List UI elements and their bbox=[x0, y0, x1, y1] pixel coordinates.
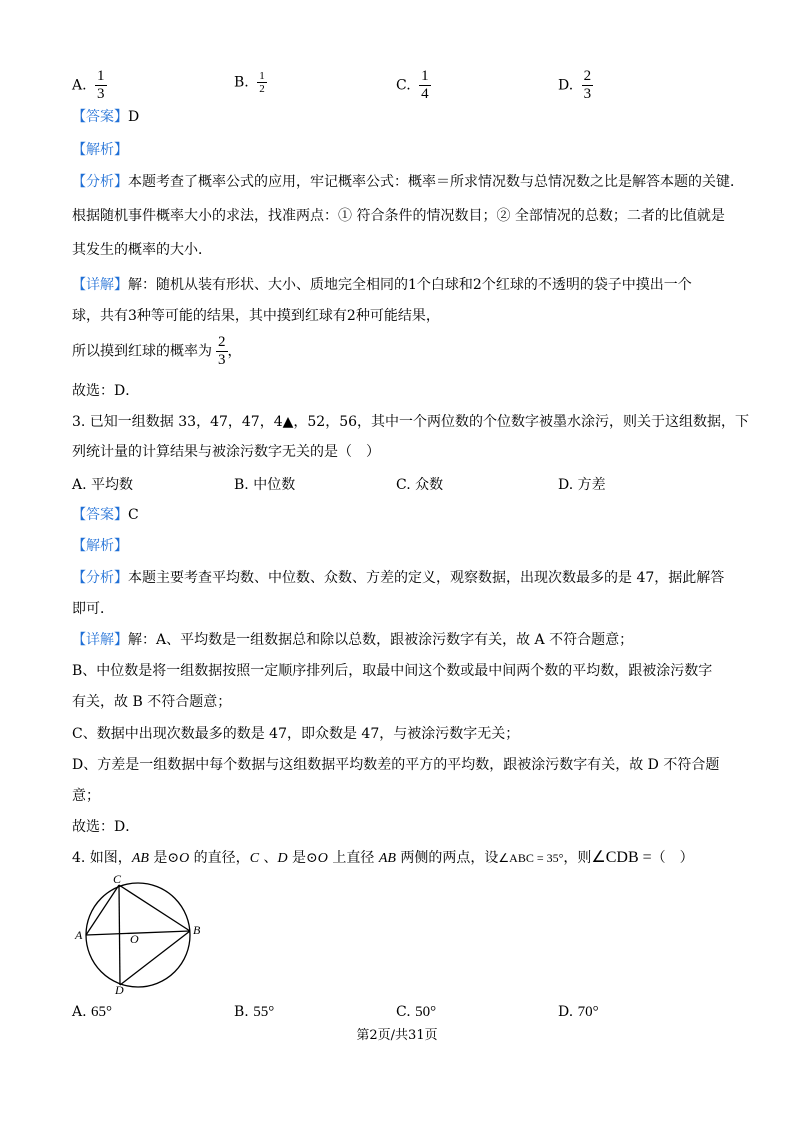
answer-value: D bbox=[128, 109, 140, 125]
q4-option-c bbox=[396, 1004, 436, 1021]
label-o: O bbox=[130, 932, 139, 946]
point-c: C bbox=[249, 851, 260, 866]
option-letter: B. bbox=[234, 1004, 249, 1020]
denominator: 3 bbox=[97, 86, 105, 102]
q4-option-d bbox=[558, 1004, 599, 1021]
fenxi-tag: 【分析】 bbox=[72, 174, 128, 190]
q3-analysis-tag: 【解析】 bbox=[72, 538, 128, 554]
page-footer: 第2页/共31页 bbox=[356, 1028, 438, 1043]
stem-text: ，则 bbox=[563, 850, 592, 866]
stem-text: （ ） bbox=[651, 850, 694, 866]
option-letter: C. bbox=[396, 477, 411, 493]
answer-tag: 【答案】 bbox=[72, 109, 128, 125]
q3-stem-line1: 3. 已知一组数据 33，47，47，4▲，52，56，其中一个两位数的个位数字被墨水涂污，则关于这组数据，下 bbox=[72, 414, 750, 430]
q3-detail-line bbox=[72, 630, 633, 650]
stem-text: 上直径 bbox=[327, 850, 379, 866]
detail-text: 解：随机从装有形状、大小、质地完全相同的1个白球和2个红球的不透明的袋子中摸出一个 bbox=[128, 277, 692, 293]
q3-fenxi-line2: 即可． bbox=[72, 601, 114, 617]
q2-answer bbox=[72, 107, 139, 127]
q3-stem-line2: 列统计量的计算结果与被涂污数字无关的是（ ） bbox=[72, 444, 380, 460]
q2-fenxi-line3: 其发生的概率的大小． bbox=[72, 242, 212, 258]
q3-option-c bbox=[396, 474, 443, 494]
q3-answer bbox=[72, 505, 139, 525]
chord-ca bbox=[86, 885, 119, 935]
detail-tag: 【详解】 bbox=[72, 632, 128, 648]
denominator: 3 bbox=[218, 352, 226, 368]
q3-detail-line6: 意； bbox=[72, 788, 100, 804]
denominator: 4 bbox=[421, 86, 429, 102]
q3-fenxi-line bbox=[72, 568, 724, 588]
q3-option-b bbox=[234, 474, 295, 494]
option-letter: B. bbox=[234, 477, 249, 493]
denominator: 3 bbox=[583, 86, 592, 102]
answer-value: C bbox=[128, 507, 139, 523]
option-letter: C. bbox=[396, 77, 411, 94]
stem-text: 的直径， bbox=[189, 850, 250, 866]
q3-detail-line3: 有关，故 B 不符合题意； bbox=[72, 694, 232, 710]
fraction bbox=[95, 68, 107, 103]
q2-conclusion: 故选：D． bbox=[72, 383, 140, 399]
q3-detail-line4: C、数据中出现次数最多的数是 47，即众数是 47，与被涂污数字无关； bbox=[72, 726, 520, 742]
q2-detail-line bbox=[72, 275, 692, 295]
q2-option-c bbox=[396, 68, 431, 103]
option-text: 中位数 bbox=[253, 477, 296, 493]
q3-detail-line2: B、中位数是将一组数据按照一定顺序排列后，取最中间这个数或最中间两个数的平均数，跟被涂污数字 bbox=[72, 663, 713, 679]
fraction bbox=[216, 334, 228, 369]
answer-tag: 【答案】 bbox=[72, 507, 128, 523]
label-d: D bbox=[115, 983, 124, 995]
numerator: 1 bbox=[97, 68, 105, 84]
chord-cd bbox=[119, 885, 120, 985]
option-letter: D. bbox=[558, 1004, 574, 1020]
numerator: 1 bbox=[421, 68, 429, 84]
segment-ab: AB bbox=[378, 851, 396, 866]
stem-text: 是⊙ bbox=[148, 850, 180, 866]
label-b: B bbox=[193, 923, 201, 937]
fraction bbox=[419, 68, 431, 103]
q2-option-a bbox=[72, 68, 107, 103]
stem-text: 4. 如图， bbox=[72, 850, 132, 866]
option-letter: A. bbox=[72, 477, 87, 493]
numerator: 2 bbox=[583, 68, 592, 84]
q3-option-a bbox=[72, 474, 133, 494]
stem-text: 、 bbox=[259, 850, 278, 866]
option-text: 65° bbox=[91, 1004, 113, 1020]
label-c: C bbox=[113, 872, 122, 886]
option-letter: A. bbox=[72, 77, 87, 94]
denominator: 2 bbox=[259, 83, 265, 95]
q4-stem bbox=[72, 848, 694, 869]
q2-option-d bbox=[558, 68, 593, 103]
q2-fenxi-line bbox=[72, 172, 744, 192]
fenxi-tag: 【分析】 bbox=[72, 570, 128, 586]
option-text: 方差 bbox=[577, 477, 606, 493]
fraction bbox=[257, 70, 267, 95]
option-letter: B. bbox=[234, 74, 249, 91]
fenxi-text: 本题考查了概率公式的应用，牢记概率公式：概率＝所求情况数与总情况数之比是解答本题的关键． bbox=[128, 174, 744, 190]
label-a: A bbox=[75, 928, 83, 942]
detail-text: 所以摸到红球的概率为 bbox=[72, 343, 212, 360]
chord-cb bbox=[119, 885, 190, 931]
point-o: O bbox=[317, 851, 328, 866]
numerator: 1 bbox=[259, 70, 265, 82]
angle-abc: ∠ABC = 35° bbox=[498, 851, 564, 865]
point-o: O bbox=[179, 851, 190, 866]
fenxi-text: 本题主要考查平均数、中位数、众数、方差的定义，观察数据，出现次数最多的是 47，据此解答 bbox=[128, 570, 725, 586]
option-text: 70° bbox=[577, 1004, 599, 1020]
q2-detail-line2: 球，共有3种等可能的结果，其中摸到红球有2种可能结果， bbox=[72, 308, 440, 324]
detail-tag: 【详解】 bbox=[72, 277, 128, 293]
angle-cdb: ∠CDB = bbox=[591, 849, 652, 866]
option-text: 55° bbox=[253, 1004, 275, 1020]
segment-ab: AB bbox=[131, 851, 149, 866]
point-d: D bbox=[277, 851, 288, 866]
q4-option-b bbox=[234, 1004, 274, 1021]
detail-text: 解：A、平均数是一组数据总和除以总数，跟被涂污数字有关，故 A 不符合题意； bbox=[128, 632, 634, 648]
q2-option-b bbox=[234, 70, 267, 95]
q2-detail-line3 bbox=[72, 334, 242, 369]
q2-analysis-tag: 【解析】 bbox=[72, 142, 128, 158]
fraction bbox=[582, 68, 594, 103]
q4-option-a bbox=[72, 1004, 112, 1021]
q3-option-d bbox=[558, 474, 606, 494]
numerator: 2 bbox=[218, 334, 226, 350]
stem-text: 是⊙ bbox=[287, 850, 318, 866]
q3-detail-line5: D、方差是一组数据中每个数据与这组数据平均数差的平方的平均数，跟被涂污数字有关，故 D 不符合题 bbox=[72, 757, 720, 773]
circle-figure bbox=[70, 870, 210, 995]
option-letter: D. bbox=[558, 477, 574, 493]
option-letter: A. bbox=[72, 1004, 87, 1020]
detail-text: ， bbox=[227, 343, 242, 360]
q3-conclusion: 故选：D． bbox=[72, 819, 140, 835]
q2-fenxi-line2: 根据随机事件概率大小的求法，找准两点：① 符合条件的情况数目；② 全部情况的总数；二者的比值就是 bbox=[72, 208, 725, 224]
option-text: 众数 bbox=[415, 477, 444, 493]
option-text: 平均数 bbox=[91, 477, 134, 493]
option-letter: C. bbox=[396, 1004, 411, 1020]
option-text: 50° bbox=[415, 1004, 437, 1020]
stem-text: 两侧的两点，设 bbox=[395, 850, 499, 866]
option-letter: D. bbox=[558, 77, 574, 94]
